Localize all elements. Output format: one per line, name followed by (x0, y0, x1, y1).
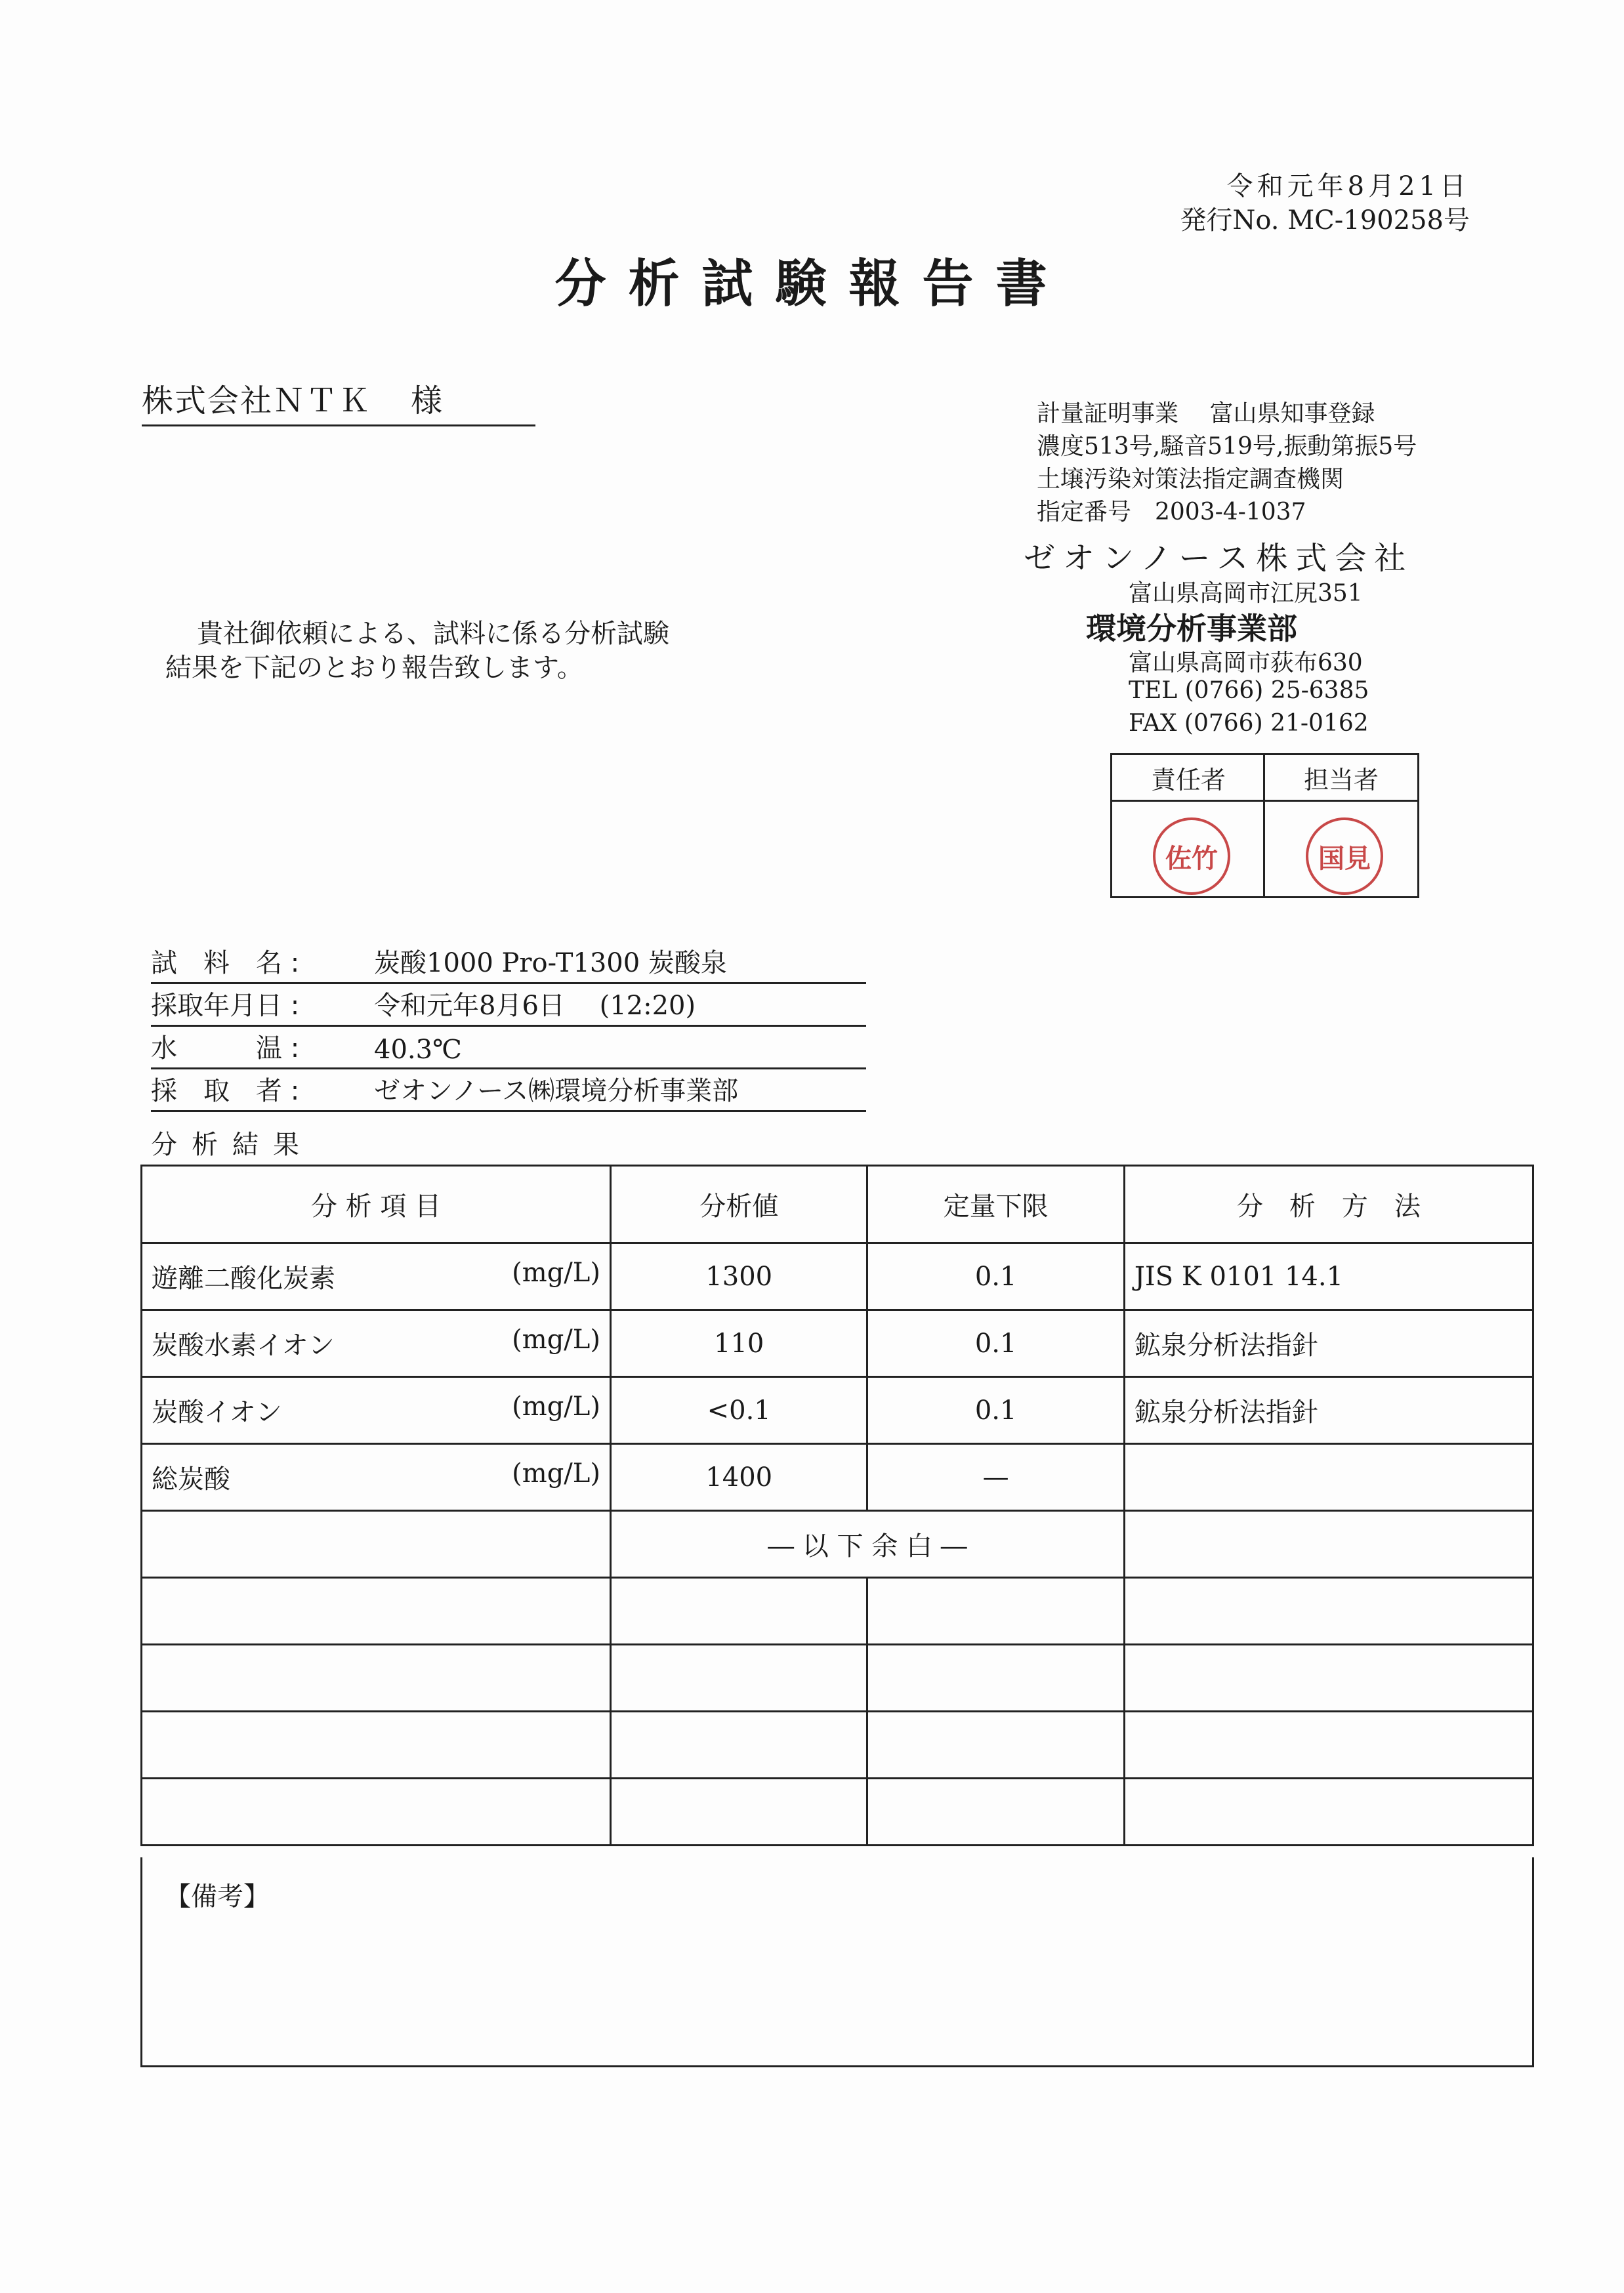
department-fax: FAX (0766) 21-0162 (1129, 710, 1369, 737)
department-address: 富山県高岡市荻布630 (1129, 650, 1363, 676)
item-limit: — (867, 1444, 1124, 1511)
item-unit: (mg/L) (512, 1458, 600, 1489)
empty-row (142, 1645, 1533, 1712)
document-title: 分析試験報告書 (554, 254, 1070, 314)
staff-label: 担当者 (1265, 755, 1417, 802)
empty-row (142, 1779, 1533, 1846)
sample-date-label: 採取年月日 : (151, 991, 300, 1021)
item-method: JIS K 0101 14.1 (1124, 1243, 1533, 1310)
issuer-department: 環境分析事業部 (1086, 611, 1297, 646)
issuer-address: 富山県高岡市江尻351 (1129, 580, 1363, 607)
table-row (142, 1310, 1533, 1377)
remarks-box (140, 1857, 1534, 2067)
item-method: 鉱泉分析法指針 (1124, 1310, 1533, 1377)
header-value: 分析値 (610, 1166, 867, 1243)
header-item: 分 析 項 目 (142, 1166, 611, 1243)
empty-row (142, 1578, 1533, 1645)
item-value: 1300 (610, 1243, 867, 1310)
remarks-label: 【備考】 (165, 1882, 270, 1912)
cert-line-3: 土壌汚染対策法指定調査機関 (1037, 466, 1344, 493)
table-row (142, 1377, 1533, 1444)
empty-row (142, 1712, 1533, 1779)
item-unit: (mg/L) (512, 1325, 600, 1355)
client-name-line (142, 375, 535, 426)
responsible-seal: 佐竹 (1153, 817, 1230, 895)
sample-name-value: 炭酸1000 Pro-T1300 炭酸泉 (374, 948, 727, 978)
results-header-row (142, 1166, 1533, 1243)
cert-line-4: 指定番号 2003-4-1037 (1037, 499, 1306, 526)
results-table (140, 1165, 1534, 1846)
table-row (142, 1243, 1533, 1310)
report-date: 令和元年8月21日 (1226, 171, 1470, 201)
item-name: 遊離二酸化炭素 (152, 1264, 335, 1294)
staff-seal: 国見 (1306, 817, 1383, 895)
responsible-label: 責任者 (1112, 755, 1264, 802)
collector-label: 採 取 者 : (151, 1076, 300, 1106)
water-temp-label: 水 温 : (151, 1033, 300, 1064)
item-limit: 0.1 (867, 1243, 1124, 1310)
item-limit: 0.1 (867, 1377, 1124, 1444)
sample-name-label: 試 料 名 : (151, 948, 300, 978)
item-value: <0.1 (610, 1377, 867, 1444)
sample-date-row (151, 987, 866, 1027)
client-honorific: 様 (411, 382, 444, 419)
results-section-label: 分析結果 (151, 1130, 314, 1160)
blank-note: ― 以 下 余 白 ― (610, 1511, 1124, 1578)
intro-line-2: 結果を下記のとおり報告致します。 (165, 653, 583, 683)
intro-line-1: 貴社御依頼による、試料に係る分析試験 (197, 619, 669, 649)
water-temp-value: 40.3℃ (374, 1035, 462, 1065)
item-name: 炭酸イオン (152, 1397, 282, 1428)
header-method: 分 析 方 法 (1124, 1166, 1533, 1243)
item-value: 1400 (610, 1444, 867, 1511)
item-unit: (mg/L) (512, 1392, 600, 1422)
item-unit: (mg/L) (512, 1258, 600, 1288)
department-tel: TEL (0766) 25-6385 (1129, 677, 1369, 704)
blank-note-row (142, 1511, 1533, 1578)
signoff-box (1110, 753, 1419, 898)
issue-number: 発行No. MC-190258号 (1180, 205, 1470, 236)
header-limit: 定量下限 (867, 1166, 1124, 1243)
client-name: 株式会社ＮＴＫ (142, 382, 372, 419)
item-method (1124, 1444, 1533, 1511)
sample-date-value: 令和元年8月6日 (12:20) (374, 991, 696, 1021)
issuer-company: ゼオンノース株式会社 (1024, 540, 1414, 577)
item-limit: 0.1 (867, 1310, 1124, 1377)
item-method: 鉱泉分析法指針 (1124, 1377, 1533, 1444)
item-value: 110 (610, 1310, 867, 1377)
cert-line-2: 濃度513号,騒音519号,振動第振5号 (1037, 433, 1417, 460)
water-temp-row (151, 1030, 866, 1069)
collector-row (151, 1073, 866, 1112)
sample-name-row (151, 945, 866, 984)
table-row (142, 1444, 1533, 1511)
item-name: 総炭酸 (152, 1464, 230, 1495)
item-name: 炭酸水素イオン (152, 1331, 335, 1361)
cert-line-1: 計量証明事業 富山県知事登録 (1037, 400, 1375, 427)
collector-value: ゼオンノース㈱環境分析事業部 (374, 1076, 739, 1106)
